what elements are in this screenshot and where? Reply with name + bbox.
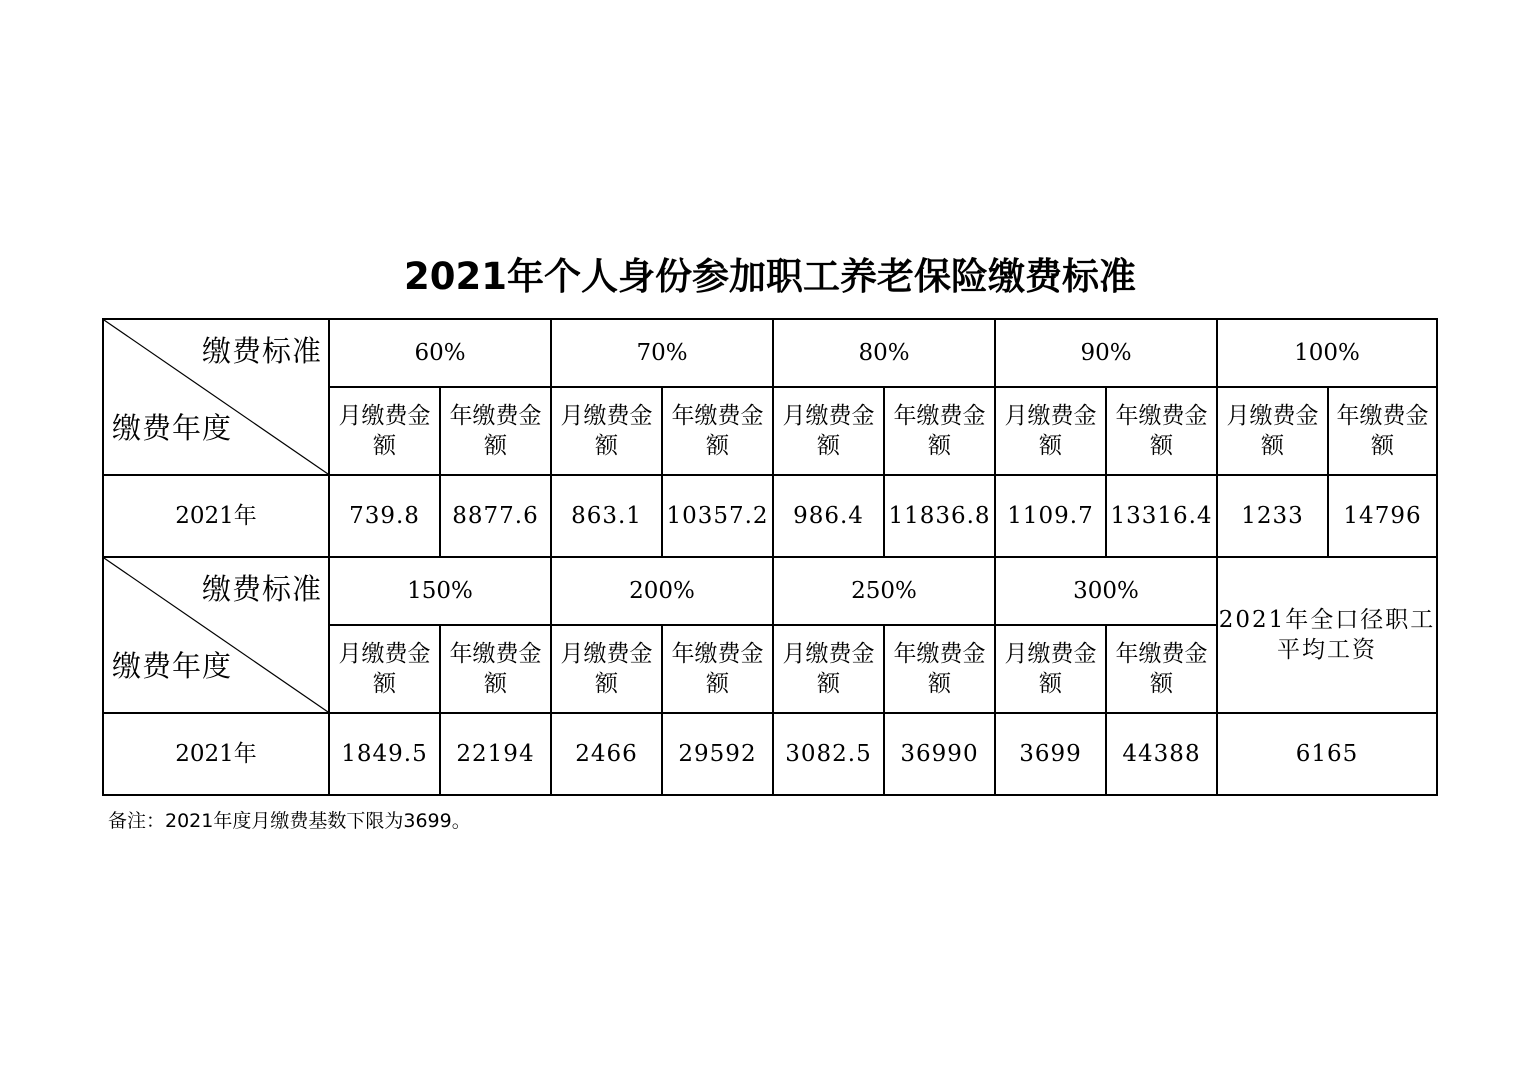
value-cell: 986.4	[773, 475, 884, 557]
yearly-amount-header: 年缴费金额	[1106, 387, 1217, 475]
value-cell: 1233	[1217, 475, 1328, 557]
page-title: 2021年个人身份参加职工养老保险缴费标准	[404, 255, 1136, 298]
yearly-amount-header: 年缴费金额	[662, 387, 773, 475]
avg-wage-header: 2021年全口径职工平均工资	[1217, 557, 1437, 713]
percent-header: 80%	[773, 319, 995, 387]
corner-header-cell	[103, 319, 329, 475]
header-percent-row	[103, 319, 1437, 387]
corner-label-standard: 缴费标准	[201, 572, 322, 606]
value-cell: 863.1	[551, 475, 662, 557]
footnote: 备注：2021年度月缴费基数下限为3699。	[108, 810, 471, 832]
percent-header: 100%	[1217, 319, 1437, 387]
monthly-amount-header: 月缴费金额	[995, 387, 1106, 475]
monthly-amount-header: 月缴费金额	[329, 387, 440, 475]
table-row	[103, 475, 1437, 557]
monthly-amount-header: 月缴费金额	[551, 625, 662, 713]
corner-label-year: 缴费年度	[112, 411, 233, 445]
header-percent-row	[103, 557, 1437, 625]
year-label: 2021年	[103, 475, 329, 557]
value-cell: 10357.2	[662, 475, 773, 557]
monthly-amount-header: 月缴费金额	[773, 625, 884, 713]
corner-label-year: 缴费年度	[112, 649, 233, 683]
value-cell: 44388	[1106, 713, 1217, 795]
percent-header: 90%	[995, 319, 1217, 387]
monthly-amount-header: 月缴费金额	[995, 625, 1106, 713]
corner-label-standard: 缴费标准	[201, 334, 322, 368]
value-cell: 2466	[551, 713, 662, 795]
percent-header: 70%	[551, 319, 773, 387]
value-cell: 14796	[1328, 475, 1437, 557]
percent-header: 200%	[551, 557, 773, 625]
value-cell: 8877.6	[440, 475, 551, 557]
value-cell: 29592	[662, 713, 773, 795]
monthly-amount-header: 月缴费金额	[329, 625, 440, 713]
monthly-amount-header: 月缴费金额	[551, 387, 662, 475]
value-cell: 1849.5	[329, 713, 440, 795]
monthly-amount-header: 月缴费金额	[1217, 387, 1328, 475]
percent-header: 60%	[329, 319, 551, 387]
yearly-amount-header: 年缴费金额	[1328, 387, 1437, 475]
yearly-amount-header: 年缴费金额	[884, 387, 995, 475]
value-cell: 11836.8	[884, 475, 995, 557]
yearly-amount-header: 年缴费金额	[440, 625, 551, 713]
value-cell: 3082.5	[773, 713, 884, 795]
value-cell: 1109.7	[995, 475, 1106, 557]
corner-header-cell	[103, 557, 329, 713]
fee-standard-table	[102, 318, 1438, 796]
yearly-amount-header: 年缴费金额	[884, 625, 995, 713]
value-cell: 3699	[995, 713, 1106, 795]
percent-header: 300%	[995, 557, 1217, 625]
year-label: 2021年	[103, 713, 329, 795]
percent-header: 250%	[773, 557, 995, 625]
yearly-amount-header: 年缴费金额	[440, 387, 551, 475]
monthly-amount-header: 月缴费金额	[773, 387, 884, 475]
yearly-amount-header: 年缴费金额	[1106, 625, 1217, 713]
value-cell: 739.8	[329, 475, 440, 557]
value-cell: 36990	[884, 713, 995, 795]
value-cell: 13316.4	[1106, 475, 1217, 557]
value-cell: 22194	[440, 713, 551, 795]
table-row	[103, 713, 1437, 795]
percent-header: 150%	[329, 557, 551, 625]
avg-wage-value: 6165	[1217, 713, 1437, 795]
yearly-amount-header: 年缴费金额	[662, 625, 773, 713]
